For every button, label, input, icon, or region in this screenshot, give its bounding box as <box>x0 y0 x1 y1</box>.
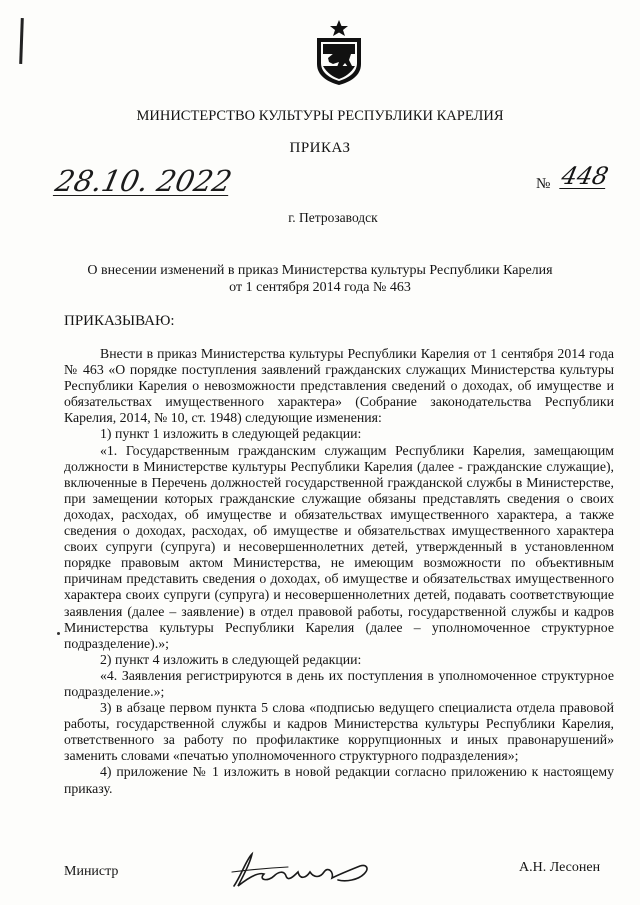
order-date: 28.10. 2022 <box>52 164 235 198</box>
scan-speck <box>57 632 60 635</box>
body-paragraph: 1) пункт 1 изложить в следующей редакции: <box>100 426 362 442</box>
body-paragraph: 4) приложение № 1 изложить в новой редакции согласно приложению к настоящему приказу. <box>64 764 614 796</box>
ministry-name: МИНИСТЕРСТВО КУЛЬТУРЫ РЕСПУБЛИКИ КАРЕЛИЯ <box>136 108 504 124</box>
subject-line: от 1 сентября 2014 года № 463 <box>229 280 411 295</box>
body-paragraph: «4. Заявления регистрируются в день их поступления в уполномоченное структурное подразделение.»; <box>64 667 614 699</box>
handwritten-signature-icon <box>228 850 378 890</box>
body-paragraph: 3) в абзаце первом пункта 5 слова «подписью ведущего специалиста отдела правовой работы, государственной службы и кадров Министерства культуры Республики Карелия, ответственного за работу по профилактике коррупционных и иных правонарушений» заменить словами «печатью уполномоченного структурного подразделения»; <box>64 700 614 764</box>
body-paragraph: 2) пункт 4 изложить в следующей редакции: <box>100 651 362 667</box>
document-type: ПРИКАЗ <box>289 140 351 156</box>
body-paragraph: Внести в приказ Министерства культуры Республики Карелия от 1 сентября 2014 года № 463 «О порядке поступления заявлений гражданских служащих Министерства культуры Республики Карелия о невозможности представления сведений о доходах, об имуществе и обязательствах имущественного характера» (Собрание законодательства Республики Карелия, 2014, № 10, ст. 1948) следующие изменения: <box>64 346 614 426</box>
body-paragraph: «1. Государственным гражданским служащим Республики Карелия, замещающим должности в Министерстве культуры Республики Карелия (далее - гражданские служащие), включенные в Перечень должностей государственной гражданской службы в Министерстве, при замещении которых гражданские служащие обязаны представлять сведения о своих доходах, расходах, об имуществе и обязательствах имущественного характера, а также сведения о доходах, расходах, об имуществе и обязательствах имущественного характера своих супруги (супруга) и несовершеннолетних детей, утвержденный в установленном порядке правовым актом Министерства, не имеющим возможности по объективным причинам представить сведения о доходах, об имуществе и обязательствах имущественного характера своих супруги (супруга) и несовершеннолетних детей, подавать соответствующие заявления (далее – заявление) в отдел правовой работы, государственной службы и кадров Министерства культуры Республики Карелия (далее – уполномоченное структурное подразделение).»; <box>64 442 614 651</box>
order-number: 448 <box>559 162 611 190</box>
subject-line: О внесении изменений в приказ Министерства культуры Республики Карелия <box>87 263 553 278</box>
scan-margin-mark <box>19 18 24 64</box>
order-subject <box>0 262 640 296</box>
karelia-coat-of-arms-icon <box>314 20 364 86</box>
city: г. Петрозаводск <box>288 210 378 225</box>
signatory-role: Министр <box>64 864 119 879</box>
order-body <box>64 346 614 797</box>
signatory-name: А.Н. Лесонен <box>519 860 601 875</box>
order-number-label: № <box>536 176 551 192</box>
directive-heading: ПРИКАЗЫВАЮ: <box>64 313 175 329</box>
